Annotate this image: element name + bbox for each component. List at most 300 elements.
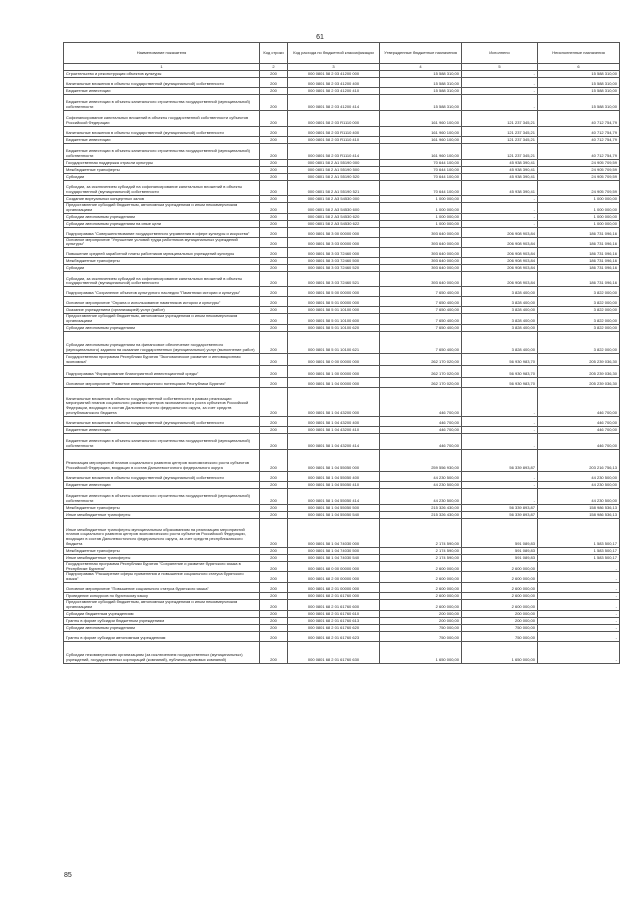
row-approved: 750 000,00 [380, 624, 462, 631]
row-budget-classification: 000 0801 58 1 00 00000 000 [288, 365, 380, 377]
row-executed: 56 339 893,87 [462, 511, 538, 518]
row-remaining: 40 712 754,79 [538, 127, 620, 137]
row-remaining: 158 986 536,13 [538, 504, 620, 511]
row-indicator-name: Проведение конкурсов по бурятскому языку [64, 592, 260, 599]
row-line-code: 200 [260, 387, 288, 416]
row-remaining: 203 216 756,13 [538, 449, 620, 471]
row-indicator-name: Бюджетные инвестиции [64, 88, 260, 95]
row-budget-classification: 000 0801 68 2 01 61760 630 [288, 641, 380, 663]
table-row [64, 572, 620, 583]
row-executed: - [462, 416, 538, 426]
row-remaining: - [538, 624, 620, 631]
row-line-code: 200 [260, 353, 288, 365]
row-remaining: 446 700,00 [538, 416, 620, 426]
row-indicator-name: Субсидии автономным учреждениям на финансовое обеспечение государственного (муниципального) задания на оказание государственных (муниципальных) услуг (выполнение работ) [64, 331, 260, 353]
table-row [64, 610, 620, 617]
row-approved: 1 000 000,00 [380, 220, 462, 227]
row-executed: 3 828 400,00 [462, 314, 538, 325]
row-indicator-name: Основное мероприятие "Развитие инвестиционного потенциала Республики Бурятия" [64, 377, 260, 387]
row-approved: 446 700,00 [380, 416, 462, 426]
row-line-code: 200 [260, 592, 288, 599]
row-line-code: 200 [260, 488, 288, 504]
row-remaining: 205 239 036,30 [538, 377, 620, 387]
row-executed: - [462, 196, 538, 203]
row-executed: 45 938 390,41 [462, 160, 538, 167]
row-executed: 121 237 345,21 [462, 137, 538, 144]
row-line-code: 200 [260, 449, 288, 471]
row-executed: 591 089,83 [462, 554, 538, 561]
table-row [64, 617, 620, 624]
row-executed: 206 908 903,84 [462, 248, 538, 258]
row-remaining: 186 731 096,16 [538, 265, 620, 272]
row-line-code: 200 [260, 71, 288, 78]
row-budget-classification: 000 0801 68 2 01 61760 610 [288, 610, 380, 617]
row-approved: 393 640 000,00 [380, 258, 462, 265]
row-remaining: 186 731 096,16 [538, 272, 620, 287]
row-executed: 591 089,83 [462, 518, 538, 547]
table-row [64, 220, 620, 227]
row-executed: 2 600 000,00 [462, 592, 538, 599]
row-approved: 393 640 000,00 [380, 272, 462, 287]
table-row [64, 504, 620, 511]
row-line-code: 200 [260, 547, 288, 554]
table-row [64, 416, 620, 426]
row-budget-classification: 000 0801 58 2 03 R1110 410 [288, 137, 380, 144]
row-indicator-name: Капитальные вложения в объекты государственной собственности в рамках реализации мероприятий планов социального развития центров экономического роста субъектов Российской Федерации, входящих в состав Дальневосточного федерального округа, за счет средств республиканского бюджета [64, 387, 260, 416]
row-executed: 2 600 000,00 [462, 582, 538, 592]
row-remaining: 1 583 500,17 [538, 554, 620, 561]
row-budget-classification: 000 0801 58 2 03 41200 414 [288, 95, 380, 111]
row-budget-classification: 000 0801 58 2 А1 55190 520 [288, 174, 380, 181]
table-row [64, 331, 620, 353]
table-row [64, 561, 620, 572]
row-executed: 45 938 390,41 [462, 181, 538, 196]
row-indicator-name: Государственная программа Республики Бурятия "Экономическое развитие и инновационная экономика" [64, 353, 260, 365]
row-line-code: 200 [260, 258, 288, 265]
row-approved: 161 960 100,00 [380, 111, 462, 127]
row-line-code: 200 [260, 324, 288, 331]
row-approved: 161 960 100,00 [380, 137, 462, 144]
row-executed: 1 650 000,00 [462, 641, 538, 663]
row-indicator-name: Субсидии автономным учреждениям [64, 324, 260, 331]
row-remaining: 446 700,00 [538, 426, 620, 433]
header-indicator-name: Наименование показателя [64, 43, 260, 64]
row-approved: 70 644 100,00 [380, 181, 462, 196]
row-approved: 2 174 590,00 [380, 547, 462, 554]
table-row [64, 353, 620, 365]
row-remaining: 446 700,00 [538, 387, 620, 416]
row-indicator-name: Субсидии, за исключением субсидий на софинансирование капитальных вложений в объекты государственной (муниципальной) собственности [64, 181, 260, 196]
row-approved: 15 588 310,00 [380, 95, 462, 111]
row-executed: 56 339 893,87 [462, 449, 538, 471]
row-budget-classification: 000 0801 58 2 03 41200 410 [288, 88, 380, 95]
row-line-code: 200 [260, 307, 288, 314]
row-approved: 2 600 000,00 [380, 572, 462, 583]
row-indicator-name: Бюджетные инвестиции [64, 426, 260, 433]
table-row [64, 488, 620, 504]
row-budget-classification: 000 0801 58 2 03 R1110 000 [288, 111, 380, 127]
row-indicator-name: Субсидии автономным учреждениям [64, 213, 260, 220]
row-line-code: 200 [260, 365, 288, 377]
row-line-code: 200 [260, 203, 288, 214]
row-remaining: 44 230 500,00 [538, 471, 620, 481]
table-row [64, 511, 620, 518]
row-indicator-name: Бюджетные инвестиции в объекты капитального строительства государственной (муниципальной) собственности [64, 488, 260, 504]
row-line-code: 200 [260, 426, 288, 433]
row-executed: - [462, 203, 538, 214]
row-approved: 2 600 000,00 [380, 561, 462, 572]
row-approved: 1 000 000,00 [380, 203, 462, 214]
row-budget-classification: 000 0801 68 2 01 00000 000 [288, 582, 380, 592]
row-executed: 206 908 903,84 [462, 258, 538, 265]
row-approved: 262 170 020,00 [380, 377, 462, 387]
row-approved: 262 170 020,00 [380, 353, 462, 365]
row-executed: - [462, 213, 538, 220]
row-indicator-name: Создание виртуальных концертных залов [64, 196, 260, 203]
row-approved: 1 650 000,00 [380, 641, 462, 663]
row-indicator-name: Межбюджетные трансферты [64, 167, 260, 174]
header-remaining: Неисполненные назначения [538, 43, 620, 64]
row-indicator-name: Межбюджетные трансферты [64, 547, 260, 554]
row-indicator-name: Субсидии автономным учреждениям [64, 624, 260, 631]
row-indicator-name: Капитальные вложения в объекты государственной (муниципальной) собственности [64, 78, 260, 88]
row-executed: 121 237 345,21 [462, 111, 538, 127]
row-approved: 2 600 000,00 [380, 592, 462, 599]
row-line-code: 200 [260, 481, 288, 488]
table-row [64, 227, 620, 237]
table-row [64, 248, 620, 258]
row-executed: - [462, 426, 538, 433]
row-budget-classification: 000 0801 58 1 04 43200 414 [288, 433, 380, 449]
row-indicator-name: Субсидии бюджетным учреждениям [64, 610, 260, 617]
table-row [64, 324, 620, 331]
row-executed: 56 930 983,70 [462, 365, 538, 377]
row-approved: 15 588 310,00 [380, 78, 462, 88]
row-approved: 259 556 930,00 [380, 449, 462, 471]
row-approved: 2 600 000,00 [380, 582, 462, 592]
row-line-code: 200 [260, 641, 288, 663]
row-approved: 15 588 310,00 [380, 71, 462, 78]
row-approved: 262 170 020,00 [380, 365, 462, 377]
row-indicator-name: Субсидии некоммерческим организациям (за исключением государственных (муниципальных) учреждений, государственных корпораций (компаний), публично-правовых компаний) [64, 641, 260, 663]
row-line-code: 200 [260, 196, 288, 203]
table-row [64, 449, 620, 471]
row-indicator-name: Основное мероприятие "Улучшение условий труда работников муниципальных учреждений культуры" [64, 237, 260, 248]
row-indicator-name: Подпрограмма "Расширение сферы применения и повышение социального статуса бурятского языка" [64, 572, 260, 583]
row-line-code: 200 [260, 471, 288, 481]
row-budget-classification: 000 0801 58 1 04 74030 500 [288, 547, 380, 554]
row-executed: 2 600 000,00 [462, 572, 538, 583]
row-executed: 2 600 000,00 [462, 561, 538, 572]
row-budget-classification: 000 0801 58 1 04 74030 000 [288, 518, 380, 547]
row-budget-classification: 000 0801 58 5 01 10100 000 [288, 307, 380, 314]
row-budget-classification: 000 0801 58 2 А1 55190 500 [288, 167, 380, 174]
row-executed: 206 908 903,84 [462, 265, 538, 272]
table-row [64, 203, 620, 214]
row-budget-classification: 000 0801 58 1 04 55050 000 [288, 449, 380, 471]
row-remaining: 15 588 310,00 [538, 88, 620, 95]
row-line-code: 200 [260, 331, 288, 353]
row-line-code: 200 [260, 518, 288, 547]
table-row [64, 641, 620, 663]
row-indicator-name: Государственная программа Республики Бурятия "Сохранение и развитие бурятского языка в Республике Бурятия" [64, 561, 260, 572]
row-remaining: 15 588 310,00 [538, 95, 620, 111]
row-indicator-name: Предоставление субсидий бюджетным, автономным учреждениям и иным некоммерческим организациям [64, 203, 260, 214]
row-budget-classification: 000 0801 58 3 03 00000 000 [288, 237, 380, 248]
row-indicator-name: Строительство и реконструкция объектов культуры [64, 71, 260, 78]
row-remaining: - [538, 610, 620, 617]
row-line-code: 200 [260, 297, 288, 307]
row-executed: 3 828 400,00 [462, 324, 538, 331]
row-budget-classification: 000 0801 58 1 04 74030 540 [288, 554, 380, 561]
row-indicator-name: Бюджетные инвестиции [64, 137, 260, 144]
row-executed: 206 908 903,84 [462, 272, 538, 287]
row-executed: - [462, 95, 538, 111]
row-indicator-name: Государственная поддержка отрасли культуры [64, 160, 260, 167]
row-remaining: 186 731 096,16 [538, 237, 620, 248]
table-row [64, 111, 620, 127]
row-approved: 44 230 500,00 [380, 471, 462, 481]
row-indicator-name: Бюджетные инвестиции в объекты капитального строительства государственной (муниципальной) собственности [64, 144, 260, 160]
row-budget-classification: 000 0801 58 2 03 41200 000 [288, 71, 380, 78]
row-remaining: - [538, 582, 620, 592]
row-remaining: - [538, 592, 620, 599]
table-row [64, 631, 620, 641]
row-budget-classification: 000 0801 68 2 01 61760 620 [288, 624, 380, 631]
table-row [64, 377, 620, 387]
row-approved: 161 960 100,00 [380, 127, 462, 137]
table-body [64, 71, 620, 664]
column-number: 3 [288, 64, 380, 71]
row-remaining: 1 000 000,00 [538, 213, 620, 220]
table-row [64, 624, 620, 631]
row-executed: - [462, 433, 538, 449]
table-row [64, 127, 620, 137]
row-indicator-name: Иные межбюджетные трансферты [64, 511, 260, 518]
column-number-row [64, 64, 620, 71]
row-executed: 750 000,00 [462, 631, 538, 641]
row-line-code: 200 [260, 237, 288, 248]
row-executed: 3 828 400,00 [462, 287, 538, 297]
row-line-code: 200 [260, 88, 288, 95]
row-line-code: 200 [260, 599, 288, 610]
row-line-code: 200 [260, 287, 288, 297]
row-line-code: 200 [260, 624, 288, 631]
table-row [64, 287, 620, 297]
row-executed: 121 237 345,21 [462, 144, 538, 160]
row-budget-classification: 000 0801 58 3 03 72460 000 [288, 248, 380, 258]
table-row [64, 307, 620, 314]
row-executed: 206 908 903,84 [462, 227, 538, 237]
row-line-code: 200 [260, 610, 288, 617]
row-indicator-name: Предоставление субсидий бюджетным, автономным учреждениям и иным некоммерческим организациям [64, 314, 260, 325]
page-number-bottom: 85 [64, 872, 72, 879]
row-budget-classification: 000 0801 58 5 01 10100 600 [288, 314, 380, 325]
row-executed: 121 237 345,21 [462, 127, 538, 137]
row-approved: 70 644 100,00 [380, 174, 462, 181]
row-executed: - [462, 471, 538, 481]
table-row [64, 265, 620, 272]
row-budget-classification: 000 0801 68 2 01 61760 000 [288, 592, 380, 599]
row-approved: 1 000 000,00 [380, 196, 462, 203]
row-executed: 3 828 400,00 [462, 331, 538, 353]
row-remaining: 1 583 500,17 [538, 518, 620, 547]
row-line-code: 200 [260, 111, 288, 127]
row-remaining: 3 822 000,00 [538, 314, 620, 325]
row-remaining: - [538, 631, 620, 641]
budget-execution-table [63, 42, 620, 664]
row-executed: 200 000,00 [462, 610, 538, 617]
row-budget-classification: 000 0801 58 1 04 55050 410 [288, 481, 380, 488]
row-approved: 161 960 100,00 [380, 144, 462, 160]
row-remaining: 15 588 310,00 [538, 71, 620, 78]
table-row [64, 174, 620, 181]
header-budget-classification: Код расхода по бюджетной классификации [288, 43, 380, 64]
row-approved: 7 650 400,00 [380, 331, 462, 353]
row-budget-classification: 000 0801 58 2 А1 55190 521 [288, 181, 380, 196]
table-row [64, 554, 620, 561]
row-approved: 44 230 500,00 [380, 488, 462, 504]
row-budget-classification: 000 0801 58 5 01 10100 620 [288, 324, 380, 331]
row-approved: 70 644 100,00 [380, 160, 462, 167]
row-remaining: 1 000 000,00 [538, 220, 620, 227]
header-approved: Утвержденные бюджетные назначения [380, 43, 462, 64]
row-budget-classification: 000 0801 58 2 А3 54530 620 [288, 213, 380, 220]
row-line-code: 200 [260, 272, 288, 287]
table-row [64, 592, 620, 599]
row-approved: 215 326 430,00 [380, 511, 462, 518]
row-line-code: 200 [260, 504, 288, 511]
row-budget-classification: 000 0801 58 2 А3 54530 000 [288, 196, 380, 203]
row-remaining: 205 239 036,30 [538, 353, 620, 365]
row-indicator-name: Иные межбюджетные трансферты муниципальным образованиям на реализацию мероприятий планов социального развития центров экономического роста субъектов Российской Федерации, входящих в состав Дальневосточного федерального округа, за счет средств республиканского бюджета [64, 518, 260, 547]
row-budget-classification: 000 0801 58 2 А3 54530 600 [288, 203, 380, 214]
row-approved: 446 700,00 [380, 387, 462, 416]
row-remaining: 40 712 754,79 [538, 137, 620, 144]
table-row [64, 433, 620, 449]
row-line-code: 200 [260, 167, 288, 174]
row-remaining: 186 731 096,16 [538, 248, 620, 258]
row-remaining: 1 000 000,00 [538, 203, 620, 214]
row-remaining: 24 905 709,59 [538, 160, 620, 167]
row-indicator-name: Субсидии, за исключением субсидий на софинансирование капитальных вложений в объекты государственной (муниципальной) собственности [64, 272, 260, 287]
row-line-code: 200 [260, 78, 288, 88]
table-row [64, 481, 620, 488]
row-indicator-name: Основное мероприятие "Охрана и использование памятников истории и культуры" [64, 297, 260, 307]
row-budget-classification: 000 0801 68 2 01 61760 623 [288, 631, 380, 641]
row-line-code: 200 [260, 220, 288, 227]
row-approved: 200 000,00 [380, 610, 462, 617]
row-line-code: 200 [260, 617, 288, 624]
row-line-code: 200 [260, 174, 288, 181]
table-row [64, 426, 620, 433]
row-budget-classification: 000 0801 58 5 01 10100 621 [288, 331, 380, 353]
row-indicator-name: Капитальные вложения в объекты государственной (муниципальной) собственности [64, 471, 260, 481]
row-approved: 2 174 590,00 [380, 554, 462, 561]
row-line-code: 200 [260, 554, 288, 561]
row-executed: 750 000,00 [462, 624, 538, 631]
row-approved: 446 700,00 [380, 426, 462, 433]
row-line-code: 200 [260, 582, 288, 592]
row-line-code: 200 [260, 248, 288, 258]
row-budget-classification: 000 0801 58 2 А3 54530 622 [288, 220, 380, 227]
row-budget-classification: 000 0801 68 2 00 00000 000 [288, 572, 380, 583]
row-approved: 446 700,00 [380, 433, 462, 449]
row-indicator-name: Гранты в форме субсидии бюджетным учреждениям [64, 617, 260, 624]
row-indicator-name: Подпрограмма "Сохранение объектов культурного наследия "Памятники истории и культуры" [64, 287, 260, 297]
row-remaining: 3 822 000,00 [538, 331, 620, 353]
row-budget-classification: 000 0801 58 1 04 55050 540 [288, 511, 380, 518]
row-indicator-name: Подпрограмма "Совершенствование государственного управления в сфере культуры и искусства" [64, 227, 260, 237]
row-line-code: 200 [260, 377, 288, 387]
row-indicator-name: Предоставление субсидий бюджетным, автономным учреждениям и иным некоммерческим организациям [64, 599, 260, 610]
row-approved: 7 650 400,00 [380, 297, 462, 307]
row-indicator-name: Бюджетные инвестиции в объекты капитального строительства государственной (муниципальной) собственности [64, 433, 260, 449]
row-approved: 7 650 400,00 [380, 324, 462, 331]
row-approved: 215 326 430,00 [380, 504, 462, 511]
row-executed: - [462, 488, 538, 504]
row-remaining: - [538, 617, 620, 624]
row-approved: 393 640 000,00 [380, 227, 462, 237]
row-line-code: 200 [260, 160, 288, 167]
row-line-code: 200 [260, 561, 288, 572]
row-budget-classification: 000 0801 58 1 04 55050 400 [288, 471, 380, 481]
table-row [64, 365, 620, 377]
table-row [64, 599, 620, 610]
row-line-code: 200 [260, 127, 288, 137]
row-remaining: 24 905 709,59 [538, 174, 620, 181]
row-remaining: - [538, 561, 620, 572]
table-row [64, 213, 620, 220]
row-remaining: - [538, 641, 620, 663]
row-remaining: 24 905 709,59 [538, 181, 620, 196]
row-executed: - [462, 220, 538, 227]
row-budget-classification: 000 0801 58 3 03 72460 500 [288, 258, 380, 265]
table-row [64, 78, 620, 88]
row-indicator-name: Основное мероприятие "Повышение социального статуса бурятского языка" [64, 582, 260, 592]
row-remaining: 15 588 310,00 [538, 78, 620, 88]
row-executed: - [462, 88, 538, 95]
row-line-code: 200 [260, 227, 288, 237]
page-number-top: 61 [316, 34, 324, 41]
row-line-code: 200 [260, 631, 288, 641]
row-remaining: 40 712 754,79 [538, 144, 620, 160]
table-row [64, 518, 620, 547]
row-budget-classification: 000 0801 68 0 00 00000 000 [288, 561, 380, 572]
row-budget-classification: 000 0801 58 2 03 R1110 414 [288, 144, 380, 160]
row-executed: 56 930 983,70 [462, 377, 538, 387]
row-remaining: - [538, 572, 620, 583]
row-line-code: 200 [260, 511, 288, 518]
row-approved: 393 640 000,00 [380, 237, 462, 248]
row-remaining: 1 583 500,17 [538, 547, 620, 554]
row-executed: 2 600 000,00 [462, 599, 538, 610]
row-remaining: 3 822 000,00 [538, 307, 620, 314]
row-budget-classification: 000 0801 58 2 03 41200 400 [288, 78, 380, 88]
row-remaining: 186 731 096,16 [538, 227, 620, 237]
row-line-code: 200 [260, 95, 288, 111]
row-executed: 3 828 400,00 [462, 297, 538, 307]
table-row [64, 237, 620, 248]
row-indicator-name: Бюджетные инвестиции [64, 481, 260, 488]
table-row [64, 71, 620, 78]
table-row [64, 258, 620, 265]
row-executed: 200 000,00 [462, 617, 538, 624]
row-executed: - [462, 71, 538, 78]
row-line-code: 200 [260, 137, 288, 144]
row-budget-classification: 000 0801 58 5 00 00000 000 [288, 287, 380, 297]
row-remaining: 40 712 754,79 [538, 111, 620, 127]
